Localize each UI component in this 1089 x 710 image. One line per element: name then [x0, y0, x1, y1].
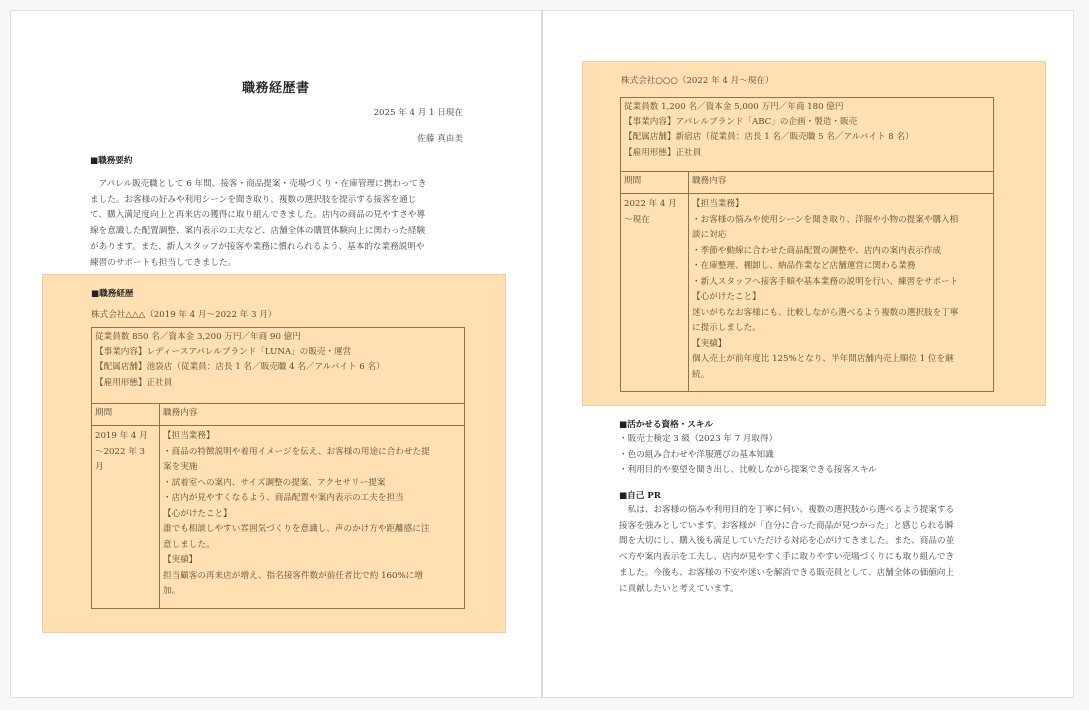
- skill-item: ・利用目的や要望を聞き出し、比較しながら提案できる接客スキル: [619, 465, 877, 475]
- pr-text: 私は、お客様の悩みや利用目的を丁寧に伺い、複数の選択肢から選べるよう提案する 接客を強みとしています。お客様が「自分に合った商品が見つかった」と感じられる瞬 間を大切にし、購入後も満足していただける対応を心がけてきました。また、商品の並 べ方や案内表示を工夫し、店内が見やすく手に取りやすい売場づくりにも取り組んでき ました。今後も、お客様の不安や迷いを解消できる販売員として、店舗全体の価値向上 に貢献したいと考えています。: [619, 505, 955, 594]
- duties-cell: 【担当業務】 ・お客様の悩みや使用シーンを聞き取り、洋服や小物の提案や購入相 談に対応 ・季節や動線に合わせた商品配置の調整や、店内の案内表示作成 ・在庫整理、棚卸し、納品作業など店舗運営に関わる業務 ・新人スタッフへ接客手順や基本業務の説明を行い、練習をサポート 【心がけたこと】 迷いがちなお客様にも、比較しながら選べるよう複数の選択肢を丁寧 に提示しました。 【実績】 個人売上が前年度比 125%となり、半年間店舗内売上順位 1 位を継 続。: [692, 199, 959, 380]
- skill-item: ・色の組み合わせや洋服選びの基本知識: [619, 449, 774, 460]
- period-cell: 2019 年 4 月 ～2022 年 3 月: [95, 431, 148, 472]
- history-heading: ■職務経歴: [91, 289, 134, 299]
- header-period: 期間: [95, 408, 113, 418]
- company-info: 従業員数 1,200 名／資本金 5,000 万円／年商 180 億円 【事業内容】アパレルブランド「ABC」の企画・製造・販売 【配属店舗】新宿店（従業員：店長 1 名／販売職 5 名／アルバイト 8 名） 【雇用形態】正社員: [621, 98, 993, 172]
- author-name: 佐藤 真由美: [417, 134, 463, 144]
- document-page-2: [541, 10, 1074, 698]
- period-cell: 2022 年 4 月 ～現在: [624, 199, 677, 225]
- document-date: 2025 年 4 月 1 日現在: [373, 108, 463, 118]
- table-header-row: [92, 404, 464, 426]
- skill-item: ・販売士検定 3 級（2023 年 7 月取得）: [619, 434, 778, 444]
- header-duties: 職務内容: [163, 408, 198, 418]
- company-table: [91, 327, 465, 609]
- duties-cell: 【担当業務】 ・商品の特徴説明や着用イメージを伝え、お客様の用途に合わせた提 案を実施 ・試着室への案内、サイズ調整の提案、アクセサリー提案 ・店内が見やすくなるよう、商品配置や案内表示の工夫を担当 【心がけたこと】 誰でも相談しやすい雰囲気づくりを意識し、声のかけ方や距離感に注 意しました。 【実績】 担当顧客の再来店が増え、指名接客件数が前任者比で約 160%に増 加。: [163, 431, 430, 596]
- header-duties: 職務内容: [692, 176, 727, 186]
- highlight-region-history-1: [42, 274, 506, 633]
- table-header-row: [621, 172, 993, 194]
- company-info: 従業員数 850 名／資本金 3,200 万円／年商 90 億円 【事業内容】レディースアパレルブランド「LUNA」の販売・運営 【配属店舗】池袋店（従業員：店長 1 名／販売職 4 名／アルバイト 6 名） 【雇用形態】正社員: [92, 328, 464, 404]
- column-divider: [159, 404, 160, 608]
- summary-text: アパレル販売職として 6 年間、接客・商品提案・売場づくり・在庫管理に携わってき ました。お客様の好みや利用シーンを聞き取り、複数の選択肢を提示する接客を通じ て、購入満足度向上と再来店の獲得に取り組んできました。店内の商品の見やすさや導 線を意識した配置調整、案内表示の工夫など、店舗全体の購買体験向上に関わった経験 があります。また、新人スタッフが接客や業務に慣れられるよう、基本的な業務説明や 練習のサポートも担当してきました。: [90, 179, 427, 268]
- skills-heading: ■活かせる資格・スキル: [619, 420, 713, 430]
- column-divider: [688, 172, 689, 391]
- document-title: 職務経歴書: [242, 81, 310, 96]
- document-page-1: [10, 10, 542, 698]
- company-table: [620, 97, 994, 392]
- skills-list: [619, 432, 877, 479]
- company-name: 株式会社○○○（2022 年 4 月～現在）: [621, 76, 774, 86]
- highlight-region-history-2: [582, 61, 1046, 406]
- company-name: 株式会社△△△（2019 年 4 月～2022 年 3 月）: [91, 310, 277, 320]
- header-period: 期間: [624, 176, 642, 186]
- summary-heading: ■職務要約: [90, 156, 133, 166]
- pr-heading: ■自己 PR: [619, 491, 661, 501]
